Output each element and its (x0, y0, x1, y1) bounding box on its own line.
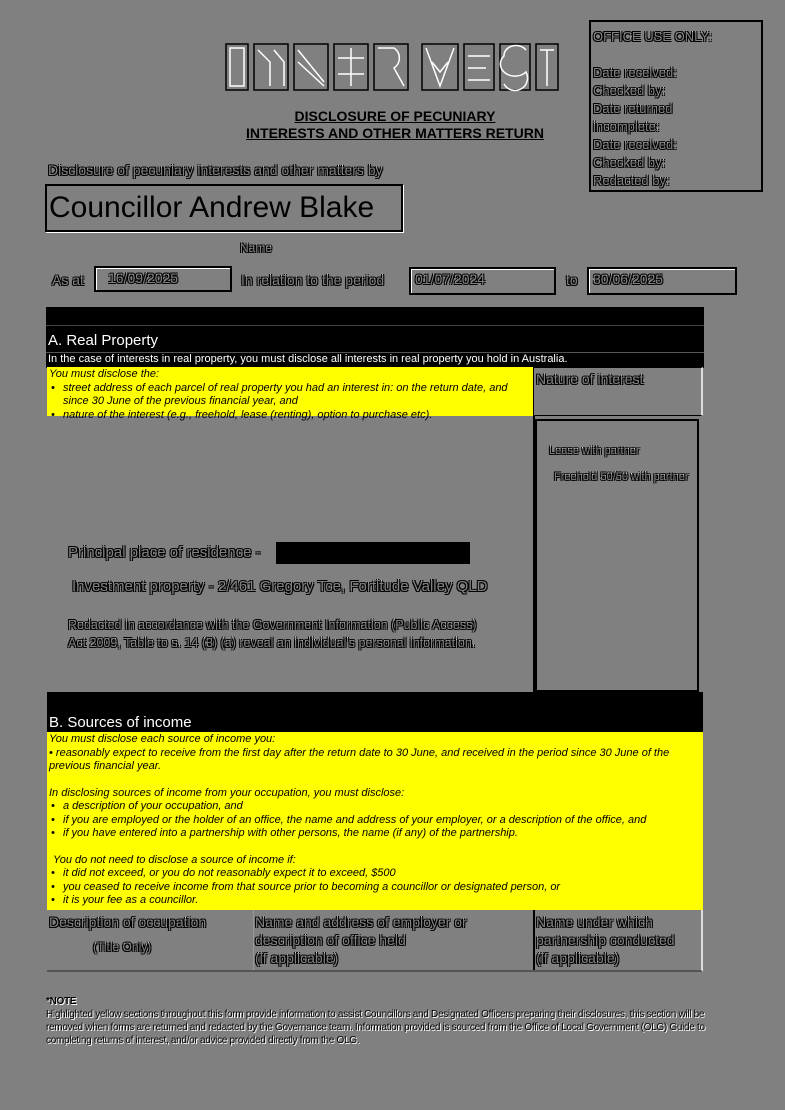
exempt-item: • it did not exceed, or you do not reasonably expect it to exceed, $500 (63, 867, 701, 881)
period-from-field[interactable]: 01/07/2024 (409, 267, 556, 295)
section-a-top-bar (46, 307, 704, 325)
property-residence: Principal place of residence - (68, 544, 261, 561)
office-use-heading: OFFICE USE ONLY: (593, 29, 712, 44)
occupation-header: Description of occupation (49, 914, 207, 930)
period-label: In relation to the period (241, 272, 385, 288)
section-a-subheader (46, 352, 704, 368)
office-field-date-received-2: Date received: (593, 137, 677, 152)
office-field-date-received: Date received: (593, 65, 677, 80)
to-label: to (566, 272, 578, 288)
exempt-intro: You do not need to disclose a source of income if: (53, 853, 296, 866)
occupation-item: • a description of your occupation, and (63, 800, 701, 814)
nature-of-interest-header: Nature of interest (533, 367, 703, 416)
property-entries[interactable] (46, 416, 533, 692)
employer-header-line: Name and address of employer or (255, 914, 467, 930)
section-a-subtitle: In the case of interests in real property, you must disclose all interests in real property you hold in Australia. (48, 353, 568, 365)
employer-header (255, 913, 467, 967)
section-a-guidance-item: • street address of each parcel of real property you had an interest in: on the return date, and since 30 June of the previous financial year, and (63, 382, 531, 409)
office-field-checked-by-2: Checked by: (593, 155, 666, 170)
discloser-label: Disclosure of pecuniary interests and other matters by (48, 162, 383, 178)
title-line-1: DISCLOSURE OF PECUNIARY (294, 108, 496, 124)
section-sources-of-income (46, 692, 704, 980)
partnership-header-line: (if applicable) (536, 950, 620, 966)
occupation-subheader: (Title Only) (93, 940, 152, 954)
section-a-guidance-intro: You must disclose the: (49, 368, 160, 380)
section-a-title: A. Real Property (48, 332, 159, 349)
partnership-header-line: partnership conducted (536, 932, 675, 948)
section-b-guidance (47, 732, 703, 910)
occupation-intro: In disclosing sources of income from your occupation, you must disclose: (49, 786, 405, 799)
occupation-item: • if you are employed or the holder of an office, the name and address of your employer, or a description of the office, and (63, 814, 701, 828)
employer-header-line: (if applicable) (255, 950, 339, 966)
logo-icon (224, 42, 560, 92)
section-a-guidance (47, 367, 533, 421)
period-to-field[interactable]: 30/06/2025 (587, 267, 737, 295)
column-divider (533, 910, 535, 970)
income-columns[interactable] (47, 910, 703, 972)
office-field-redacted-by: Redacted by: (593, 173, 670, 188)
nature-entries[interactable] (535, 419, 699, 692)
form-title (200, 108, 590, 142)
partnership-header-line: Name under which (536, 914, 653, 930)
note-heading: *NOTE (46, 996, 77, 1007)
nature-investment: Freehold 50/50 with partner (554, 471, 689, 483)
section-b-guidance-item: • reasonably expect to receive from the first day after the return date to 30 June, and received in the period since 30 June of the previous financial year. (49, 746, 670, 772)
property-investment: Investment property - 2/461 Gregory Tce, Fortitude Valley QLD (72, 578, 488, 595)
redaction-note: Redacted in accordance with the Government Information (Public Access) Act 2009, Table to s. 14 (3) (a) reveal an individual's personal information. (68, 618, 477, 650)
section-b-header (47, 692, 703, 732)
nature-residence: Lease with partner (549, 445, 640, 457)
section-a-guidance-item: • nature of the interest (e.g., freehold, lease (renting), option to purchase etc). (63, 409, 531, 423)
exempt-item: • it is your fee as a councillor. (63, 894, 701, 908)
office-use-box (589, 20, 763, 192)
title-line-2: INTERESTS AND OTHER MATTERS RETURN (246, 125, 544, 141)
as-at-label: As at (52, 272, 84, 288)
column-divider (253, 910, 254, 970)
office-field-incomplete: incomplete: (593, 119, 660, 134)
section-b-title: B. Sources of income (49, 714, 192, 731)
occupation-item: • if you have entered into a partnership with other persons, the name (if any) of the partnership. (63, 827, 701, 841)
section-a-header (46, 325, 704, 353)
office-field-checked-by: Checked by: (593, 83, 666, 98)
as-at-date-field[interactable]: 16/09/2025 (94, 266, 232, 292)
note-text: Highlighted yellow sections throughout this form provide information to assist Councillors and Designated Officers preparing their disclosures, this section will be removed when forms are returned and redacted by the Governance team. Information provided is sourced from the Office of Local Government (OLG) Guide to completing returns of interest, and/or advice provided directly from the OLG. (46, 1009, 705, 1046)
section-real-property (46, 307, 704, 692)
office-field-date-returned: Date returned (593, 101, 673, 116)
name-caption: Name (240, 241, 273, 255)
section-b-guidance-intro: You must disclose each source of income you: (49, 733, 276, 745)
footnote (46, 995, 730, 1047)
employer-header-line: description of office held (255, 932, 406, 948)
redaction-block (276, 542, 470, 564)
name-field[interactable]: Councillor Andrew Blake (45, 184, 403, 232)
partnership-header (536, 913, 675, 967)
exempt-item: • you ceased to receive income from that source prior to becoming a councillor or designated person, or (63, 881, 701, 895)
inner-west-logo (224, 42, 560, 92)
